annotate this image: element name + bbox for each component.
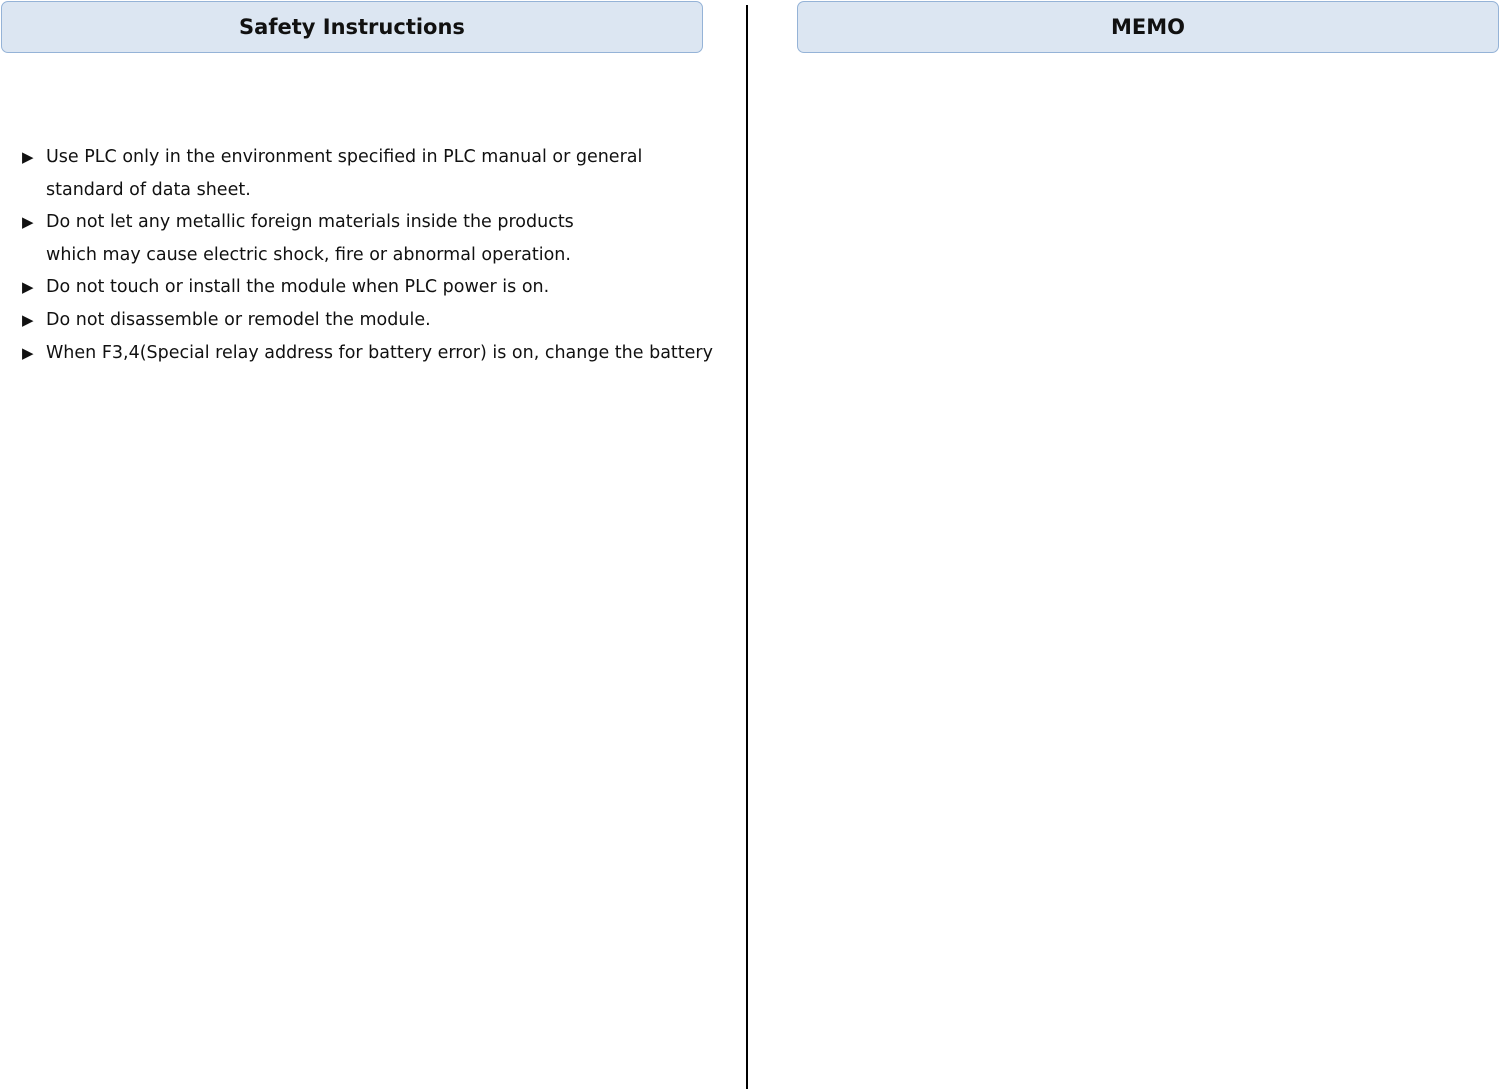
safety-item-text	[46, 337, 713, 370]
safety-item-text	[46, 141, 642, 206]
safety-item-line: standard of data sheet.	[46, 179, 251, 200]
safety-item-line: Do not disassemble or remodel the module.	[46, 309, 431, 330]
safety-item-line: Use PLC only in the environment specified in PLC manual or general	[46, 147, 643, 167]
safety-item	[22, 271, 712, 304]
safety-item	[22, 337, 712, 370]
safety-item	[22, 141, 712, 206]
triangle-bullet-icon: ▶	[22, 148, 34, 166]
page-divider	[746, 5, 748, 1089]
safety-instructions-list	[22, 141, 712, 369]
memo-header	[797, 1, 1499, 53]
safety-item-line: which may cause electric shock, fire or abnormal operation.	[46, 244, 571, 265]
safety-instructions-title: Safety Instructions	[239, 15, 465, 39]
safety-item-text	[46, 206, 574, 271]
triangle-bullet-icon: ▶	[22, 213, 34, 232]
triangle-bullet-icon: ▶	[22, 343, 34, 362]
safety-item-text	[46, 271, 549, 304]
safety-item-line: Do not touch or install the module when PLC power is on.	[46, 277, 550, 298]
safety-item	[22, 304, 712, 337]
triangle-bullet-icon: ▶	[22, 278, 34, 297]
memo-title: MEMO	[1111, 15, 1185, 39]
safety-instructions-header	[1, 1, 703, 53]
memo-blank-area	[797, 60, 1499, 1080]
safety-item-text	[46, 304, 431, 337]
safety-item-line: Do not let any metallic foreign materials inside the products	[46, 212, 574, 233]
safety-item	[22, 206, 712, 271]
safety-item-line: When F3,4(Special relay address for battery error) is on, change the battery	[46, 342, 713, 363]
triangle-bullet-icon: ▶	[22, 310, 34, 329]
